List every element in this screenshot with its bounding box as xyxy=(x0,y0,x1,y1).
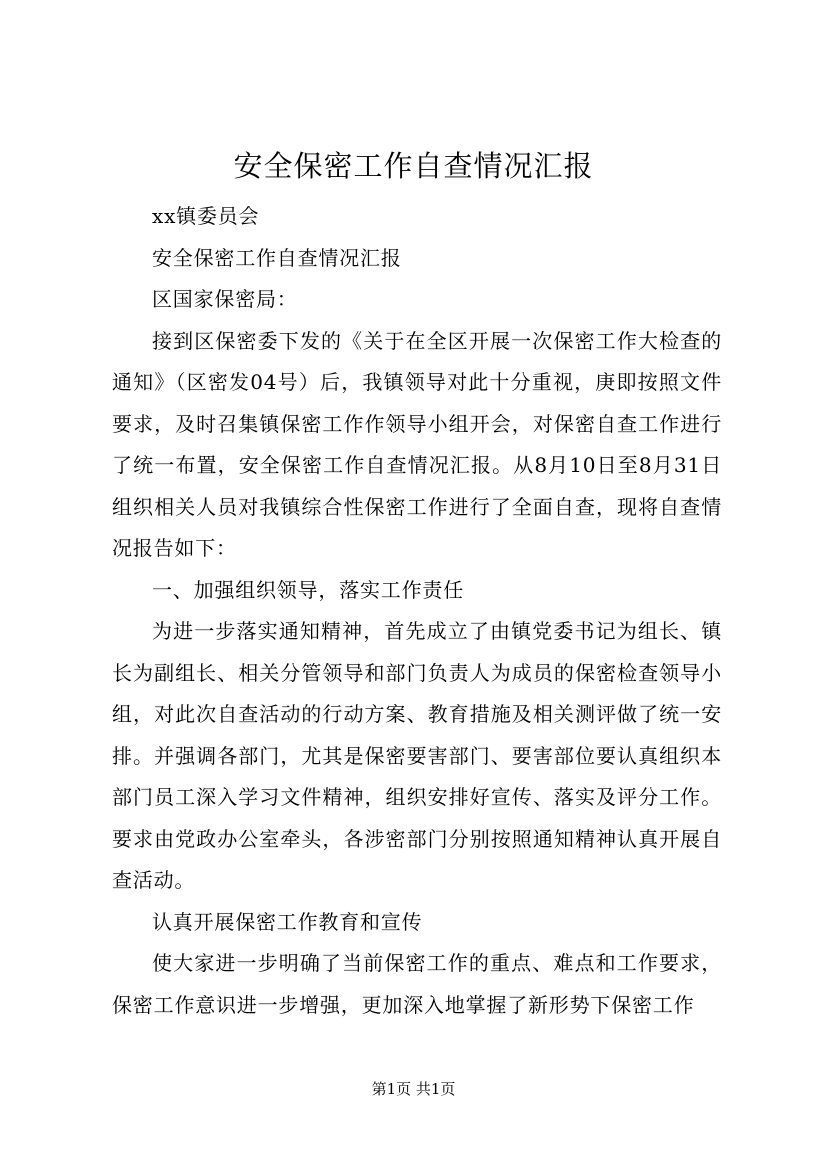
paragraph-recipient: 区国家保密局： xyxy=(152,287,298,311)
section-heading-2: 认真开展保密工作教育和宣传 xyxy=(152,909,423,934)
section-heading-1: 一、加强组织领导，落实工作责任 xyxy=(152,577,464,602)
paragraph-section-1: 为进一步落实通知精神，首先成立了由镇党委书记为组长、镇长为副组长、相关分管领导和部门负责人为成员的保密检查领导小组，对此次自查活动的行动方案、教育措施及相关测评做了统一安排。并强调各部门，尤其是保密要害部门、要害部位要认真组织本部门员工深入学习文件精神，组织安排好宣传、落实及评分工作。要求由党政办公室牵头，各涉密部门分别按照通知精神认真开展自查活动。 xyxy=(112,619,722,892)
document-title: 安全保密工作自查情况汇报 xyxy=(233,149,594,183)
paragraph-subtitle: 安全保密工作自查情况汇报 xyxy=(152,245,402,270)
paragraph-section-2: 使大家进一步明确了当前保密工作的重点、难点和工作要求，保密工作意识进一步增强，更加深入地掌握了新形势下保密工作 xyxy=(112,951,722,1017)
paragraph-intro: 接到区保密委下发的《关于在全区开展一次保密工作大检查的通知》（区密发04号）后，我镇领导对此十分重视，庚即按照文件要求，及时召集镇保密工作作领导小组开会，对保密自查工作进行了统一布置，安全保密工作自查情况汇报。从8月10日至8月31日组织相关人员对我镇综合性保密工作进行了全面自查，现将自查情况报告如下： xyxy=(112,328,722,560)
document-body xyxy=(112,196,722,1026)
page-footer: 第1页 共1页 xyxy=(371,1080,456,1098)
paragraph-addressee-org: xx镇委员会 xyxy=(152,204,260,228)
